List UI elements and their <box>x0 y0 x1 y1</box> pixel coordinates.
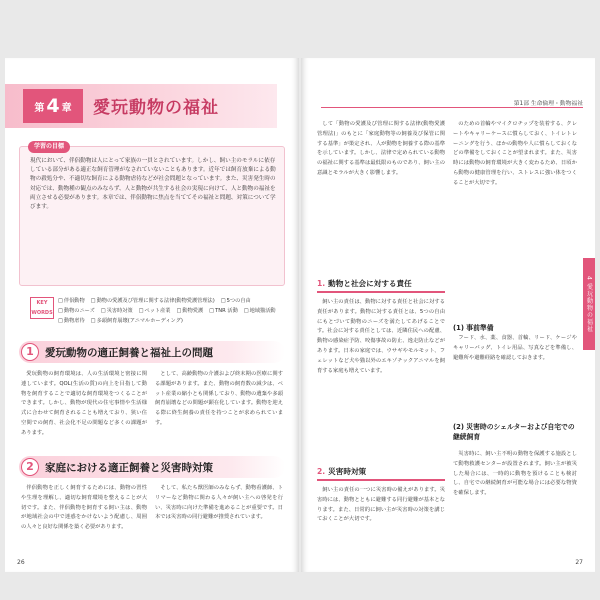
right-section-2-number: 2. <box>317 467 326 476</box>
left-page <box>5 58 299 572</box>
right-col-1-intro <box>317 120 445 268</box>
keyword-item: □ 伴侶動物 <box>58 297 85 305</box>
chapter-suffix: 章 <box>61 102 72 114</box>
right-col-2-intro <box>453 120 577 318</box>
body-paragraph: として、高齢動物の介護および終末期の医療に関する課題があります。また、動物の飼育数の減少は、ペット産業の縮小とも関係しており、動物の遺棄や多頭飼育崩壊などの問題が顕在化しています。動物を迎える際に終生飼養の責任を持つことが求められています。 <box>155 371 283 426</box>
chapter-title: 愛玩動物の福祉 <box>93 98 219 118</box>
body-paragraph: 飼い主の責任は、動物に対する責任と社会に対する責任があります。動物に対する責任とは、5つの自由にもとづいて動物のニーズを満たしてあげることです。社会に対する責任としては、近隣住民への配慮、動物の感染症予防、咬傷事故の防止、逸走防止などがあります。日本の家庭では、ウサギやモルモット、フェレットなど犬や猫以外のエキゾチックアニマルを飼育する家庭も増えています。 <box>317 299 445 374</box>
right-section-2-text <box>317 486 445 556</box>
section-1-col-1 <box>21 370 147 450</box>
section-1-col-2 <box>155 370 283 450</box>
section-2-heading <box>19 456 285 478</box>
section-underline <box>317 479 445 481</box>
section-1-number: 1 <box>21 343 39 361</box>
section-2-number: 2 <box>21 458 39 476</box>
right-section-2-heading <box>317 466 366 477</box>
body-paragraph: 飼い主の責任の一つに災害時の備えがあります。災害時には、動物とともに避難する同行避難が基本となります。また、日常的に飼い主が災害時の対策を講じておくことが大切です。 <box>317 487 445 523</box>
goals-label: 学習の目標 <box>28 141 70 153</box>
body-paragraph: 愛玩動物の飼育環境は、人の生活環境と密接に関連しています。QOL(生活の質)の向上を目指して動物を飼育することで適切な飼育環境をつくることができます。しかし、動物が現代の住宅事情や生活様式に合わせて飼育されることも増えており、狭い住空間での飼育、社会化不足の問題など多くの課題があります。 <box>21 371 147 436</box>
chapter-number: 4 <box>46 95 60 117</box>
chapter-banner <box>5 84 277 128</box>
body-paragraph: のための首輪やマイクロチップを装着する、クレートやキャリーケースに慣らしておく、トイレトレーニングを行う、ほかの動物や人に慣らしておくなどの準備をしておくことが望まれます。また、災害時には動物の飼育環境が大きく変わるため、日頃から動物の健康管理を行い、ストレスに強い体をつくることが大切です。 <box>453 121 577 186</box>
left-page-number: 26 <box>17 559 25 566</box>
chapter-number-box <box>23 89 83 123</box>
section-1-heading <box>19 341 285 363</box>
keyword-item: □ 動物のニーズ <box>58 307 95 315</box>
keyword-item: □ 動物虐待 <box>58 317 85 325</box>
right-section-1-text <box>317 298 445 458</box>
right-section-1-number: 1. <box>317 279 326 288</box>
keyword-item: □ 動物の愛護及び管理に関する法律(動物愛護管理法) <box>91 297 215 305</box>
keyword-item: □ ペット産業 <box>139 307 171 315</box>
right-section-1-heading <box>317 278 412 289</box>
section-2-col-2 <box>155 484 283 552</box>
chapter-side-tab: 4 愛玩動物の福祉 <box>583 258 595 350</box>
body-paragraph: して「動物の愛護及び管理に関する法律(動物愛護管理法)」のもとに「家庭動物等の飼養及び保管に関する基準」が策定され、人が動物を飼養する際の基準を示しています。しかし、法律で定められている動物の福祉に関する基準は最低限のものであり、飼い主の意識とモラルが大きく影響します。 <box>317 121 445 176</box>
right-page <box>301 58 595 572</box>
subsection-1-text <box>453 334 577 414</box>
right-section-2-title: 災害時対策 <box>328 467 367 476</box>
subsection-1-title: (1) 事前準備 <box>453 324 494 332</box>
keyword-item: □ 多頭飼育崩壊(アニマルホーディング) <box>91 317 183 325</box>
right-section-1-title: 動物と社会に対する責任 <box>328 279 412 288</box>
keyword-item: □ 動物愛護 <box>177 307 204 315</box>
section-2-col-1 <box>21 484 147 552</box>
chapter-prefix: 第 <box>34 102 45 114</box>
keyword-item: □ 地域猫活動 <box>244 307 276 315</box>
body-paragraph: 伴侶動物を正しく飼育するためには、動物の習性や生理を理解し、適切な飼育環境を整えることが大切です。また、伴侶動物を飼育する飼い主は、動物が地域社会の中で迷惑をかけないよう配慮し、周囲の人々と良好な関係を築く必要があります。 <box>21 485 147 531</box>
body-paragraph: 災害時に、飼い主不明の動物を保護する施設として動物救護センターが設置されます。飼い主が被災した場合には、一時的に動物を預けることも検討し、自宅での継続飼育が可能な場合には必要な物資を確保します。 <box>453 451 577 497</box>
keyword-item: □ 5つの自由 <box>221 297 251 305</box>
goals-text: 現代において、伴侶動物は人にとって家族の一員とされています。しかし、飼い主のモラルに依存している部分がある適正な飼育管理がなされていないこともあります。近年では飼育放棄による動物の殺処分や、不適切な飼育による動物虐待などが社会問題となっています。また、災害発生時の対応では、動物種の観点のみならず、人と動物が共生する社会の実現に向けて、人と動物の福祉を両立させる必要があります。本章では、伴侶動物に焦点を当ててその福祉と問題、対策について学びます。 <box>30 158 276 211</box>
section-1-title: 愛玩動物の適正飼養と福祉上の問題 <box>45 347 213 359</box>
learning-goals-box <box>19 143 285 324</box>
body-paragraph: フード、水、薬、食器、首輪、リード、ケージやキャリーバッグ、トイレ用品、写真などを準備し、避難所や避難経路を確認しておきます。 <box>453 335 577 361</box>
section-underline <box>317 291 445 293</box>
section-2-title: 家庭における適正飼養と災害時対策 <box>45 462 213 474</box>
keywords-label: KEY WORDS <box>30 297 54 319</box>
keywords-list <box>58 297 278 325</box>
right-page-number: 27 <box>575 559 583 566</box>
running-head-rule <box>321 107 583 108</box>
keyword-item: □ 災害時対策 <box>101 307 133 315</box>
running-head: 第1部 生命倫理・動物福祉 <box>513 101 583 107</box>
subsection-2-title: (2) 災害時のシェルターおよび自宅での継続飼育 <box>453 423 575 441</box>
body-paragraph: そして、私たち獣医師のみならず、動物看護師、トリマーなど動物に関わる人々が飼い主への啓発を行い、災害時に向けた準備を進めることが重要です。日本では災害時の同行避難が推奨されています。 <box>155 485 283 521</box>
keyword-item: □ TNR 活動 <box>209 307 238 315</box>
subsection-2-text <box>453 450 577 556</box>
